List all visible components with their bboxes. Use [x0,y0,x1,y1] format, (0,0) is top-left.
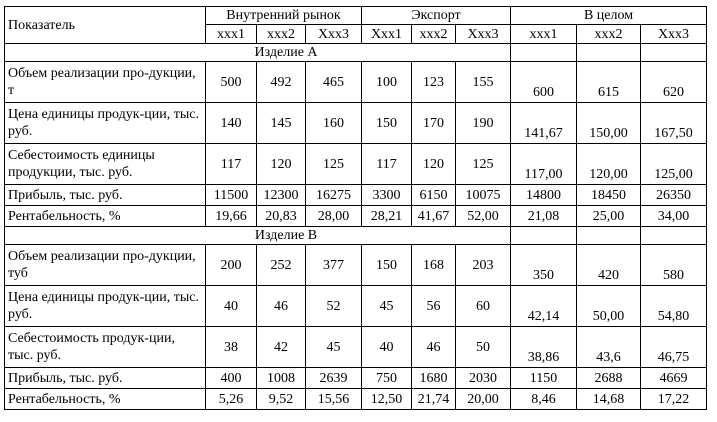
table-row [5,206,707,227]
section-title-row [5,44,707,62]
domestic-value: 46 [257,286,306,327]
export-value: 100 [362,62,412,103]
export-value: 190 [456,103,511,144]
total-value: 43,6 [577,327,641,368]
export-value: 60 [456,286,511,327]
total-value: 34,00 [641,206,707,227]
period-header: Xxx3 [641,25,707,44]
total-value: 8,46 [511,389,577,410]
export-value: 46 [412,327,456,368]
section-title: Изделие В [5,227,511,245]
header-export: Экспорт [362,7,511,25]
period-header: xxx2 [577,25,641,44]
table-row [5,286,707,327]
domestic-value: 400 [206,368,257,389]
export-value: 3300 [362,185,412,206]
export-value: 6150 [412,185,456,206]
total-value: 2688 [577,368,641,389]
row-label: Объем реализации про-дукции, т [5,62,206,103]
total-value: 580 [641,245,707,286]
domestic-value: 12300 [257,185,306,206]
total-value: 18450 [577,185,641,206]
export-value: 50 [456,327,511,368]
export-value: 170 [412,103,456,144]
total-value: 4669 [641,368,707,389]
total-value: 14,68 [577,389,641,410]
export-value: 20,00 [456,389,511,410]
domestic-value: 16275 [306,185,362,206]
period-header: Xxx1 [362,25,412,44]
export-value: 56 [412,286,456,327]
total-value: 42,14 [511,286,577,327]
period-header: xxx1 [206,25,257,44]
header-total: В целом [511,7,707,25]
export-value: 41,67 [412,206,456,227]
domestic-value: 28,00 [306,206,362,227]
sections-body [5,44,707,410]
domestic-value: 45 [306,327,362,368]
export-value: 123 [412,62,456,103]
export-value: 155 [456,62,511,103]
row-label: Себестоимость продук-ции, тыс. руб. [5,327,206,368]
header-row-groups [5,7,707,25]
export-value: 28,21 [362,206,412,227]
domestic-value: 465 [306,62,362,103]
total-value: 350 [511,245,577,286]
empty-cell [641,227,707,245]
empty-cell [511,44,577,62]
total-value: 141,67 [511,103,577,144]
total-value: 50,00 [577,286,641,327]
export-value: 117 [362,144,412,185]
row-label: Цена единицы продук-ции, тыс. руб. [5,286,206,327]
total-value: 1150 [511,368,577,389]
domestic-value: 200 [206,245,257,286]
total-value: 117,00 [511,144,577,185]
export-value: 750 [362,368,412,389]
export-value: 45 [362,286,412,327]
export-value: 52,00 [456,206,511,227]
export-value: 10075 [456,185,511,206]
domestic-value: 252 [257,245,306,286]
domestic-value: 19,66 [206,206,257,227]
total-value: 120,00 [577,144,641,185]
export-value: 203 [456,245,511,286]
total-value: 150,00 [577,103,641,144]
row-label: Рентабельность, % [5,389,206,410]
total-value: 167,50 [641,103,707,144]
export-value: 21,74 [412,389,456,410]
export-value: 150 [362,103,412,144]
section-title-row [5,227,707,245]
row-label: Прибыль, тыс. руб. [5,368,206,389]
period-header: Xxx3 [306,25,362,44]
table-row [5,62,707,103]
period-header: xxx1 [511,25,577,44]
domestic-value: 38 [206,327,257,368]
period-header: xxx2 [412,25,456,44]
row-label: Себестоимость единицы продукции, тыс. руб. [5,144,206,185]
total-value: 125,00 [641,144,707,185]
domestic-value: 120 [257,144,306,185]
sales-table [4,6,707,410]
domestic-value: 15,56 [306,389,362,410]
export-value: 168 [412,245,456,286]
export-value: 2030 [456,368,511,389]
domestic-value: 125 [306,144,362,185]
domestic-value: 40 [206,286,257,327]
domestic-value: 52 [306,286,362,327]
domestic-value: 140 [206,103,257,144]
export-value: 150 [362,245,412,286]
period-header: xxx2 [257,25,306,44]
domestic-value: 492 [257,62,306,103]
total-value: 21,08 [511,206,577,227]
export-value: 125 [456,144,511,185]
table-row [5,103,707,144]
export-value: 120 [412,144,456,185]
domestic-value: 117 [206,144,257,185]
domestic-value: 160 [306,103,362,144]
export-value: 1680 [412,368,456,389]
total-value: 26350 [641,185,707,206]
period-header: Xxx3 [456,25,511,44]
domestic-value: 1008 [257,368,306,389]
total-value: 620 [641,62,707,103]
empty-cell [577,227,641,245]
row-label: Объем реализации про-дукции, туб [5,245,206,286]
domestic-value: 377 [306,245,362,286]
total-value: 46,75 [641,327,707,368]
total-value: 14800 [511,185,577,206]
row-label: Прибыль, тыс. руб. [5,185,206,206]
header-domestic-market: Внутренний рынок [206,7,362,25]
total-value: 25,00 [577,206,641,227]
domestic-value: 2639 [306,368,362,389]
empty-cell [511,227,577,245]
row-label: Рентабельность, % [5,206,206,227]
domestic-value: 500 [206,62,257,103]
total-value: 54,80 [641,286,707,327]
empty-cell [577,44,641,62]
empty-cell [641,44,707,62]
total-value: 420 [577,245,641,286]
row-label: Цена единицы продук-ции, тыс. руб. [5,103,206,144]
domestic-value: 145 [257,103,306,144]
total-value: 600 [511,62,577,103]
section-title: Изделие А [5,44,511,62]
table-row [5,327,707,368]
total-value: 17,22 [641,389,707,410]
table-row [5,245,707,286]
table-row [5,368,707,389]
table-row [5,389,707,410]
total-value: 38,86 [511,327,577,368]
total-value: 615 [577,62,641,103]
table-row [5,144,707,185]
header-indicator: Показатель [5,7,206,44]
domestic-value: 5,26 [206,389,257,410]
domestic-value: 20,83 [257,206,306,227]
table-row [5,185,707,206]
domestic-value: 11500 [206,185,257,206]
export-value: 12,50 [362,389,412,410]
export-value: 40 [362,327,412,368]
domestic-value: 42 [257,327,306,368]
domestic-value: 9,52 [257,389,306,410]
